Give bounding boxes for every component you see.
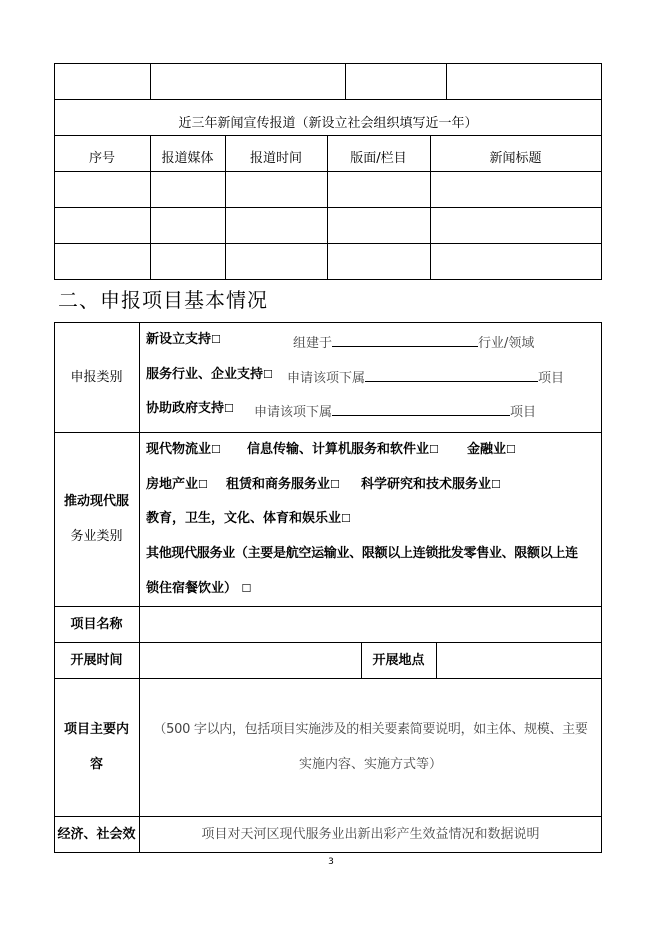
section-title: 二、申报项目基本情况 — [58, 288, 268, 312]
field-suffix: 行业/领域 — [478, 336, 535, 351]
subproject-gov-input[interactable] — [332, 401, 510, 416]
checkbox[interactable]: ☐ — [429, 443, 439, 456]
header-news-title: 新闻标题 — [489, 151, 542, 166]
checkbox[interactable]: ☐ — [241, 582, 252, 595]
table-border — [54, 99, 602, 100]
service-option-education — [146, 511, 351, 527]
table-border — [54, 432, 602, 433]
table-border — [54, 816, 602, 817]
category-option-new — [146, 332, 221, 348]
table-border — [601, 63, 602, 280]
industry-input[interactable] — [332, 332, 478, 347]
category-field-industry — [293, 332, 534, 352]
category-field-subproject-gov — [254, 401, 536, 421]
main-content-label-2: 容 — [89, 757, 103, 772]
category-option-service — [146, 367, 273, 383]
table-border — [54, 279, 602, 280]
service-type-label-1: 推动现代服 — [63, 494, 129, 509]
service-option-logistics — [146, 442, 221, 458]
field-suffix: 项目 — [538, 371, 565, 386]
news-cell-media[interactable] — [151, 208, 225, 243]
news-cell-column[interactable] — [328, 172, 430, 207]
news-cell-media[interactable] — [151, 244, 225, 279]
header-index: 序号 — [88, 151, 115, 166]
table-border — [54, 678, 602, 679]
service-type-label-2: 务业类别 — [70, 529, 123, 544]
checkbox[interactable]: ☐ — [330, 478, 340, 491]
checkbox[interactable]: ☐ — [211, 443, 221, 456]
start-time-label: 开展时间 — [70, 653, 123, 668]
service-option-it — [247, 442, 439, 458]
checkbox[interactable]: ☐ — [224, 402, 234, 415]
option-label: 锁住宿餐饮业） — [146, 581, 238, 596]
checkbox[interactable]: ☐ — [506, 443, 516, 456]
subproject-input[interactable] — [365, 367, 538, 382]
checkbox[interactable]: ☐ — [263, 368, 273, 381]
news-cell-index[interactable] — [55, 172, 150, 207]
table-border — [54, 135, 602, 136]
option-label: 协助政府支持 — [146, 401, 225, 416]
option-label: 租赁和商务服务业 — [226, 477, 331, 492]
blank-cell[interactable] — [346, 64, 446, 99]
option-label: 新设立支持 — [146, 332, 212, 347]
header-time: 报道时间 — [249, 151, 302, 166]
start-time-input[interactable] — [140, 643, 361, 678]
checkbox[interactable]: ☐ — [211, 333, 221, 346]
news-cell-index[interactable] — [55, 208, 150, 243]
service-option-other-line1: 其他现代服务业（主要是航空运输业、限额以上连锁批发零售业、限额以上连 — [146, 546, 578, 561]
service-option-other-line2 — [146, 581, 251, 597]
category-field-subproject — [287, 367, 564, 387]
field-prefix: 组建于 — [293, 336, 333, 351]
option-label: 科学研究和技术服务业 — [361, 477, 492, 492]
news-cell-time[interactable] — [226, 208, 327, 243]
news-cell-time[interactable] — [226, 172, 327, 207]
table-border — [54, 322, 602, 323]
option-label: 服务行业、企业支持 — [146, 367, 264, 382]
service-option-realestate — [146, 477, 208, 493]
service-option-research — [361, 477, 501, 493]
table-border — [54, 852, 602, 853]
news-cell-title[interactable] — [431, 244, 601, 279]
blank-cell[interactable] — [447, 64, 601, 99]
news-cell-column[interactable] — [328, 244, 430, 279]
benefit-label: 经济、社会效 — [57, 827, 136, 842]
checkbox[interactable]: ☐ — [198, 478, 208, 491]
news-cell-time[interactable] — [226, 244, 327, 279]
blank-cell[interactable] — [55, 64, 150, 99]
table-border — [139, 322, 140, 853]
checkbox[interactable]: ☐ — [491, 478, 501, 491]
location-label: 开展地点 — [372, 653, 425, 668]
category-option-government — [146, 401, 234, 417]
main-content-label-1: 项目主要内 — [63, 722, 129, 737]
news-cell-title[interactable] — [431, 208, 601, 243]
news-cell-title[interactable] — [431, 172, 601, 207]
table-border — [601, 322, 602, 853]
main-content-hint-1[interactable]: （500 字以内，包括项目实施涉及的相关要素简要说明，如主体、规模、主要 — [153, 722, 588, 737]
header-media: 报道媒体 — [161, 151, 214, 166]
project-name-label: 项目名称 — [70, 617, 123, 632]
header-column: 版面/栏目 — [350, 151, 407, 166]
field-prefix: 申请该项下属 — [287, 371, 366, 386]
news-cell-index[interactable] — [55, 244, 150, 279]
option-label: 教育，卫生，文化、体育和娱乐业 — [146, 511, 342, 526]
service-option-finance — [467, 442, 516, 458]
page-number: 3 — [328, 857, 334, 867]
category-label: 申报类别 — [70, 370, 123, 385]
main-content-hint-2[interactable]: 实施内容、实施方式等） — [298, 757, 442, 772]
checkbox[interactable]: ☐ — [341, 512, 351, 525]
project-name-input[interactable] — [140, 607, 601, 642]
table-border — [54, 322, 55, 853]
location-input[interactable] — [437, 643, 601, 678]
option-label: 现代物流业 — [146, 442, 212, 457]
news-cell-column[interactable] — [328, 208, 430, 243]
service-option-leasing — [226, 477, 340, 493]
news-cell-media[interactable] — [151, 172, 225, 207]
option-label: 金融业 — [467, 442, 507, 457]
blank-cell[interactable] — [151, 64, 345, 99]
benefit-hint[interactable]: 项目对天河区现代服务业出新出彩产生效益情况和数据说明 — [201, 827, 540, 842]
option-label: 房地产业 — [146, 477, 199, 492]
field-suffix: 项目 — [510, 405, 537, 420]
field-prefix: 申请该项下属 — [254, 405, 333, 420]
option-label: 信息传输、计算机服务和软件业 — [247, 442, 430, 457]
news-section-title: 近三年新闻宣传报道（新设立社会组织填写近一年） — [178, 116, 478, 131]
